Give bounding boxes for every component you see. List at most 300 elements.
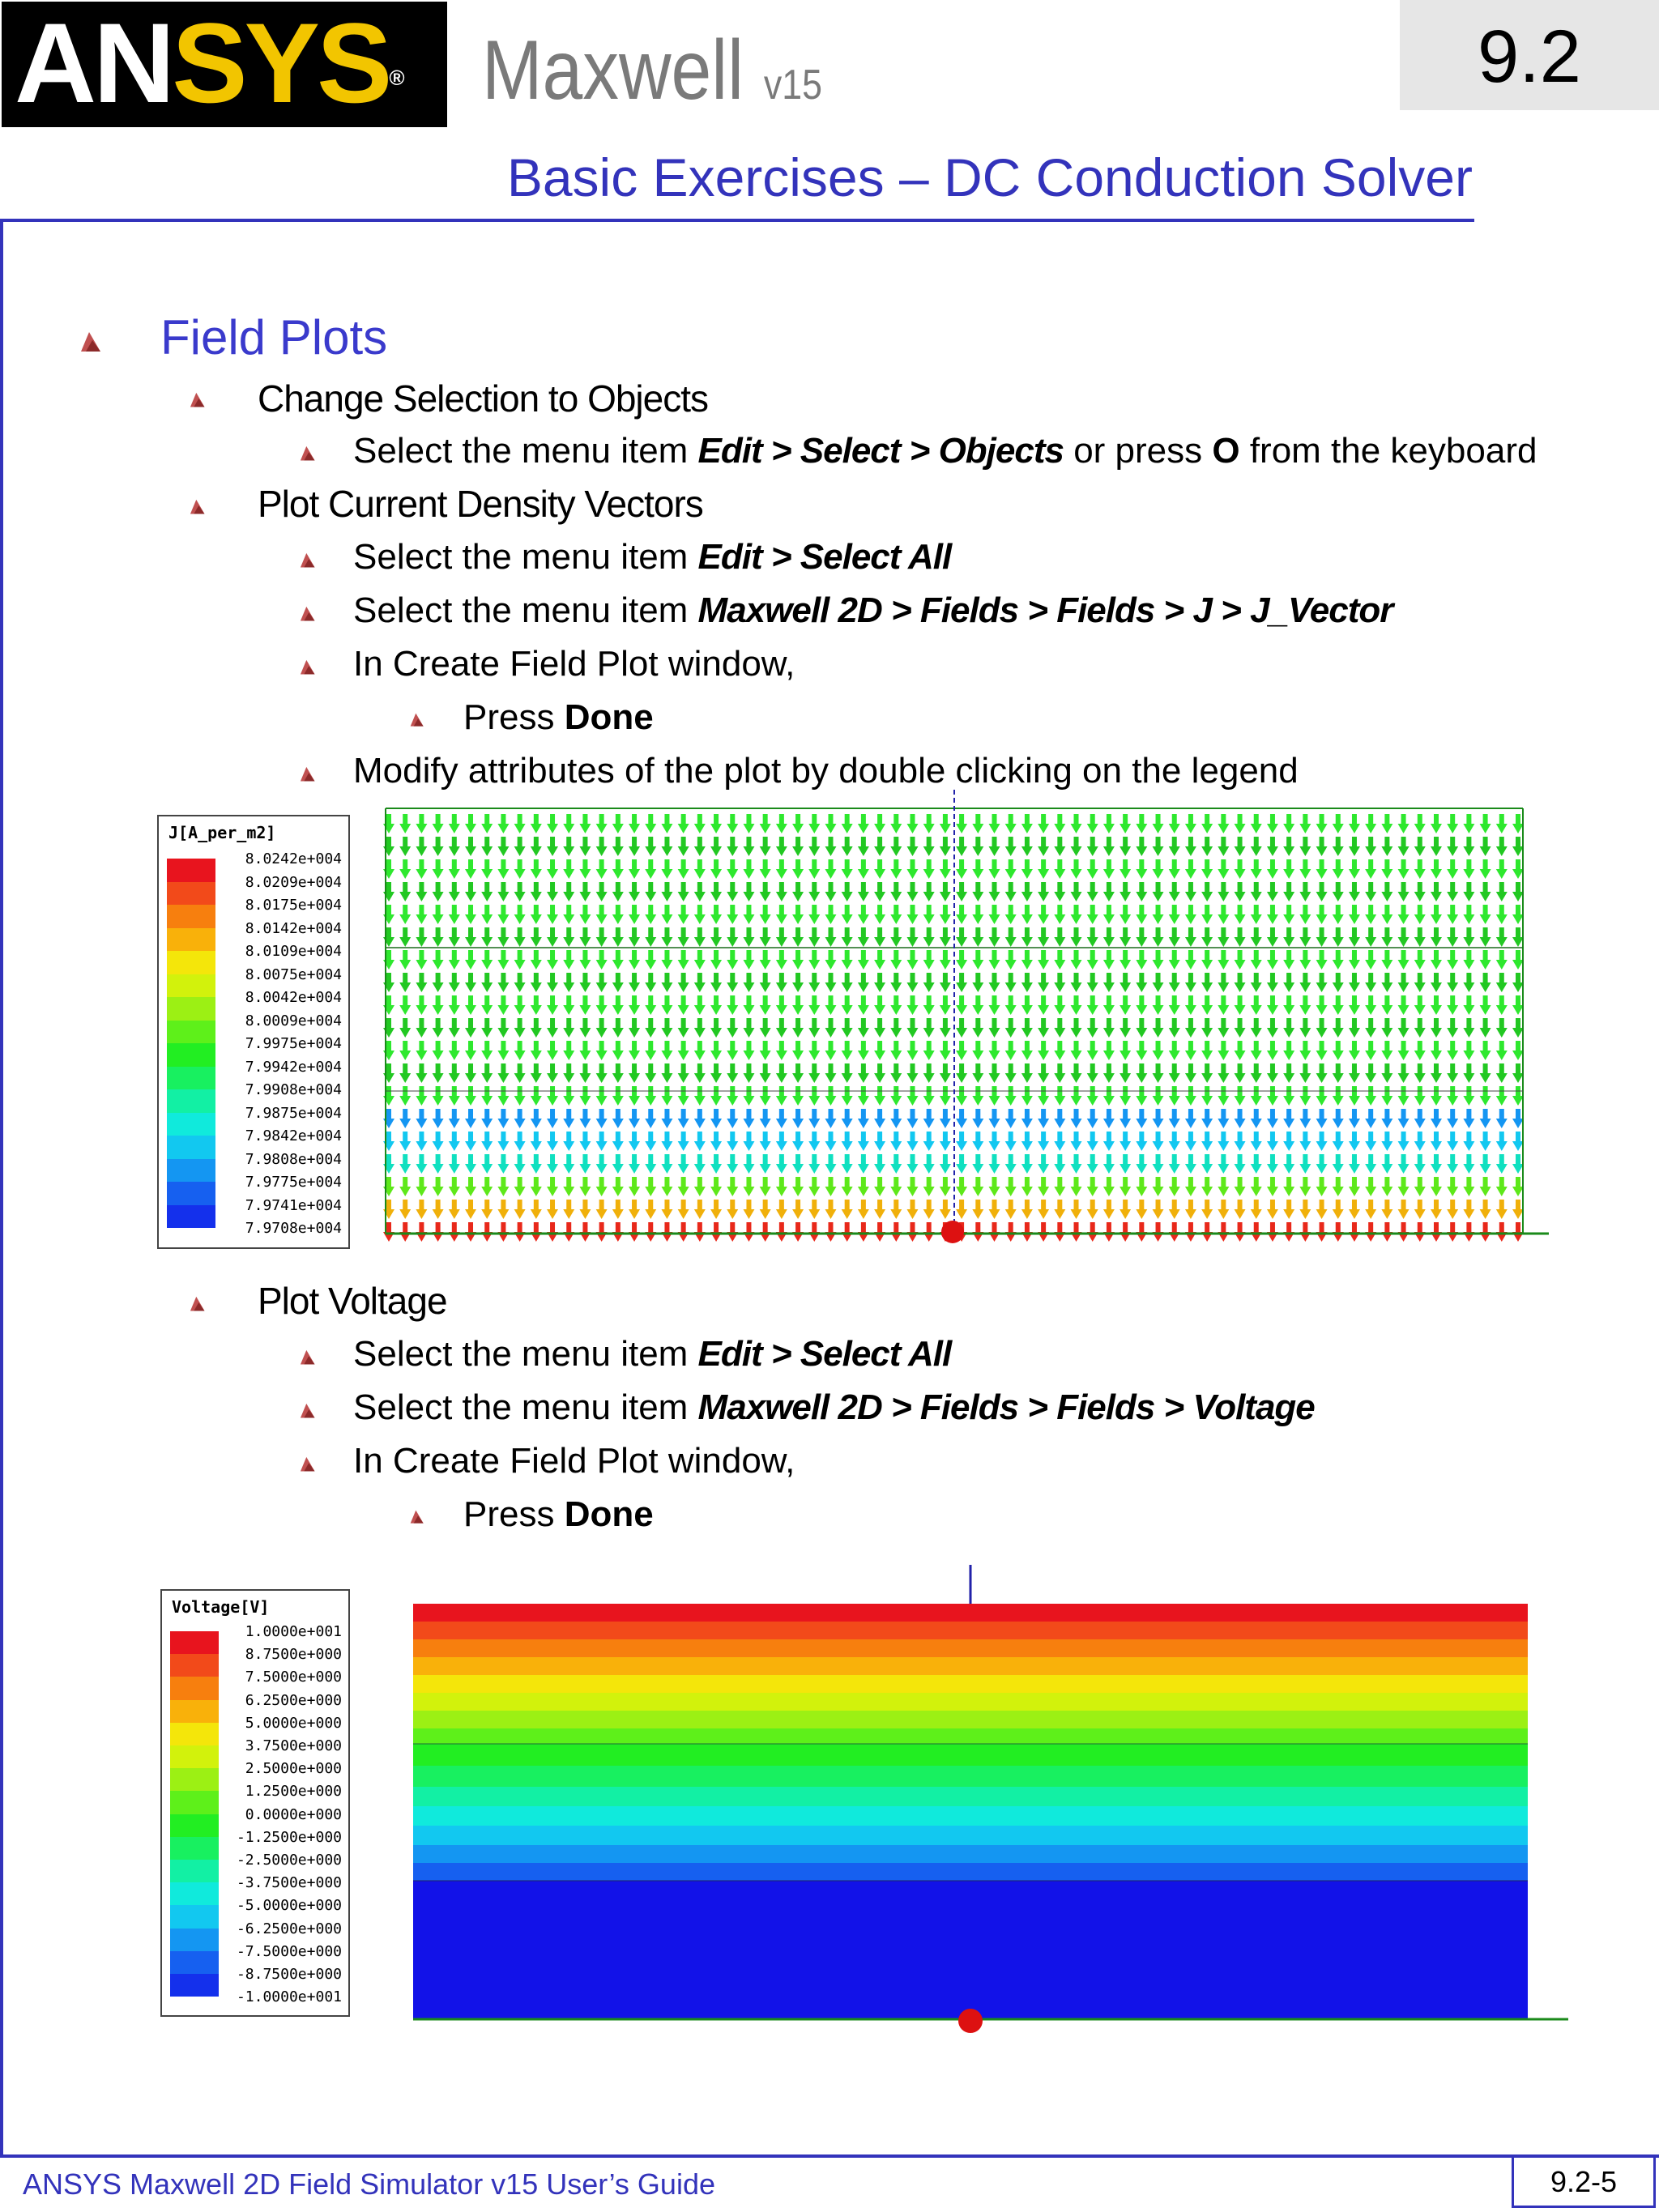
j-arrow [1267, 950, 1278, 970]
j-arrow [1103, 1154, 1115, 1174]
j-arrow [1431, 1063, 1442, 1083]
j-arrow [1349, 882, 1360, 901]
j-arrow [825, 882, 836, 901]
j-arrow [1512, 927, 1524, 947]
j-arrow [989, 905, 1000, 924]
j-arrow [563, 1222, 574, 1242]
j-arrow [416, 882, 427, 901]
j-arrow [547, 1132, 558, 1151]
j-arrow [629, 882, 640, 901]
j-arrow [1071, 1109, 1082, 1128]
j-arrow [1480, 1222, 1491, 1242]
j-arrow [1267, 905, 1278, 924]
j-arrow [1431, 950, 1442, 970]
j-arrow [1218, 1109, 1229, 1128]
j-arrow [1185, 837, 1196, 856]
j-arrow [514, 1041, 526, 1060]
j-arrow [1349, 950, 1360, 970]
j-arrow [481, 1200, 493, 1219]
j-arrow [1235, 1177, 1246, 1196]
j-arrow [1365, 837, 1376, 856]
j-arrow [858, 814, 869, 833]
bullet-icon [298, 658, 316, 676]
j-arrow [1235, 950, 1246, 970]
j-arrow [1021, 837, 1033, 856]
j-arrow [1235, 1132, 1246, 1151]
j-arrow [661, 1200, 672, 1219]
product-name: Maxwell v15 [482, 23, 823, 117]
j-arrow [808, 1154, 820, 1174]
j-arrow [792, 1177, 804, 1196]
j-arrow [1103, 1018, 1115, 1038]
j-arrow [1480, 814, 1491, 833]
j-arrow [1447, 1177, 1458, 1196]
j-arrow [1005, 1018, 1017, 1038]
j-arrow [497, 1109, 509, 1128]
j-arrow [612, 995, 624, 1015]
j-arrow [1447, 1041, 1458, 1060]
j-arrow [629, 1018, 640, 1038]
j-arrow [1251, 859, 1262, 879]
bullet-icon [188, 390, 206, 408]
bullet-icon [298, 1401, 316, 1419]
j-arrow [1169, 1063, 1180, 1083]
j-arrow [1349, 927, 1360, 947]
j-arrow [842, 950, 853, 970]
j-arrow [1447, 882, 1458, 901]
j-arrow [874, 973, 885, 992]
j-arrow [449, 837, 460, 856]
j-arrow [1316, 1154, 1328, 1174]
j-arrow [596, 859, 608, 879]
j-arrow [727, 1086, 738, 1106]
j-arrow [1381, 1177, 1392, 1196]
j-arrow [1381, 1041, 1392, 1060]
j-arrow [1333, 1086, 1344, 1106]
j-arrow [1136, 1109, 1147, 1128]
j-arrow [661, 1154, 672, 1174]
j-arrow [760, 1154, 771, 1174]
j-arrow [1414, 1222, 1426, 1242]
bullet-icon [298, 1348, 316, 1366]
j-arrow [1398, 814, 1410, 833]
j-arrow [923, 973, 935, 992]
j-arrow [858, 995, 869, 1015]
j-arrow [1235, 1154, 1246, 1174]
legend-swatch [170, 1860, 219, 1882]
j-arrow [497, 927, 509, 947]
j-arrow [1054, 882, 1065, 901]
j-arrow [1169, 1041, 1180, 1060]
j-arrow [1120, 814, 1131, 833]
j-arrow [1005, 1132, 1017, 1151]
legend-swatch [167, 1136, 215, 1159]
j-arrow [727, 1222, 738, 1242]
j-arrow [858, 927, 869, 947]
j-arrow [547, 837, 558, 856]
j-arrow [1333, 950, 1344, 970]
j-arrow [1316, 1086, 1328, 1106]
j-arrow [416, 1132, 427, 1151]
j-arrow [449, 1222, 460, 1242]
j-arrow [989, 1222, 1000, 1242]
j-arrow [792, 814, 804, 833]
j-arrow [416, 1109, 427, 1128]
j-arrow [940, 905, 951, 924]
j-arrow [1333, 1200, 1344, 1219]
j-arrow [874, 1177, 885, 1196]
j-arrow [465, 1018, 476, 1038]
j-arrow [416, 950, 427, 970]
j-arrow [923, 837, 935, 856]
j-arrow [874, 905, 885, 924]
j-vector-plot[interactable] [381, 790, 1555, 1259]
j-arrow [481, 1041, 493, 1060]
j-arrow [1398, 882, 1410, 901]
j-arrow [792, 1154, 804, 1174]
j-arrow [923, 1018, 935, 1038]
j-arrow [678, 995, 689, 1015]
j-arrow [1365, 1109, 1376, 1128]
j-arrow [1235, 882, 1246, 901]
j-arrow [956, 950, 967, 970]
j-arrow [416, 1018, 427, 1038]
j-arrow [1299, 1041, 1311, 1060]
j-arrow [433, 927, 444, 947]
j-arrow [694, 995, 706, 1015]
j-arrow [1071, 882, 1082, 901]
legend-value: -1.0000e+001 [236, 1988, 342, 2006]
j-arrow [1398, 1018, 1410, 1038]
j-arrow [678, 1132, 689, 1151]
voltage-bands [413, 1604, 1528, 2021]
j-arrow [465, 1222, 476, 1242]
j-arrow [1038, 1154, 1049, 1174]
j-arrow [1480, 1109, 1491, 1128]
j-arrow [906, 814, 918, 833]
j-arrow [1103, 837, 1115, 856]
j-arrow [890, 973, 902, 992]
j-arrow [1447, 927, 1458, 947]
j-arrow [989, 950, 1000, 970]
j-arrow [514, 837, 526, 856]
j-arrow [465, 905, 476, 924]
j-arrow [1283, 973, 1294, 992]
j-arrow [1381, 1132, 1392, 1151]
j-arrow [1267, 1177, 1278, 1196]
j-arrow [497, 1177, 509, 1196]
legend-value: 7.9975e+004 [245, 1035, 342, 1052]
j-arrow [1316, 837, 1328, 856]
j-arrow [465, 859, 476, 879]
j-arrow [972, 950, 983, 970]
j-arrow [1153, 1063, 1164, 1083]
j-arrow [760, 1063, 771, 1083]
j-arrow [1365, 814, 1376, 833]
legend-swatch [170, 1700, 219, 1723]
j-arrow [1120, 905, 1131, 924]
j-arrow [808, 837, 820, 856]
j-arrow [416, 905, 427, 924]
legend-swatch [167, 974, 215, 998]
legend-j[interactable] [157, 815, 350, 1249]
j-arrow [1005, 950, 1017, 970]
j-arrow [792, 1063, 804, 1083]
j-arrow [1381, 905, 1392, 924]
j-arrow [1512, 1041, 1524, 1060]
j-arrow [596, 1200, 608, 1219]
j-arrow [1071, 859, 1082, 879]
j-arrow [1054, 950, 1065, 970]
j-arrow [1267, 1109, 1278, 1128]
j-arrow [531, 927, 542, 947]
j-arrow [858, 1222, 869, 1242]
j-arrow [547, 882, 558, 901]
j-arrow [497, 1018, 509, 1038]
j-arrow [1381, 1086, 1392, 1106]
legend-swatch [170, 1905, 219, 1928]
voltage-plot[interactable] [412, 1563, 1578, 2041]
j-arrow [1169, 905, 1180, 924]
j-arrow [1414, 814, 1426, 833]
j-arrow [874, 995, 885, 1015]
j-arrow [1218, 1041, 1229, 1060]
voltage-band [413, 1604, 1528, 1622]
j-arrow [940, 1063, 951, 1083]
voltage-band [413, 1657, 1528, 1676]
j-arrow [612, 814, 624, 833]
j-arrow [1333, 1177, 1344, 1196]
j-arrow [1251, 905, 1262, 924]
j-arrow [792, 927, 804, 947]
j-arrow [1463, 950, 1474, 970]
j-arrow [1299, 1132, 1311, 1151]
j-arrow [1120, 927, 1131, 947]
j-arrow [433, 814, 444, 833]
j-arrow [1201, 995, 1213, 1015]
j-arrow [678, 1200, 689, 1219]
j-arrow [923, 1063, 935, 1083]
page-number: 9.2-5 [1550, 2165, 1618, 2198]
j-arrow [596, 814, 608, 833]
j-arrow [923, 1086, 935, 1106]
j-arrow [1235, 1200, 1246, 1219]
j-arrow [956, 1177, 967, 1196]
j-arrow [956, 927, 967, 947]
j-arrow [1299, 859, 1311, 879]
j-arrow [449, 927, 460, 947]
j-arrow [1038, 973, 1049, 992]
j-arrow [923, 814, 935, 833]
j-arrow [1463, 1086, 1474, 1106]
j-arrow [612, 859, 624, 879]
j-arrow [1153, 1109, 1164, 1128]
j-arrow [858, 1018, 869, 1038]
j-arrow [433, 1132, 444, 1151]
j-arrow [1005, 1177, 1017, 1196]
j-arrow [1431, 859, 1442, 879]
j-arrow [727, 1041, 738, 1060]
done-label: Done [564, 697, 654, 737]
j-arrow [694, 905, 706, 924]
legend-swatch [167, 859, 215, 882]
j-arrow [514, 814, 526, 833]
j-arrow [1251, 1177, 1262, 1196]
j-arrow [1463, 995, 1474, 1015]
j-arrow [842, 1132, 853, 1151]
j-arrow [433, 859, 444, 879]
j-arrow [1054, 1132, 1065, 1151]
j-arrow [1071, 995, 1082, 1015]
j-arrow [1005, 882, 1017, 901]
j-arrow [1496, 973, 1508, 992]
j-arrow [842, 1041, 853, 1060]
j-arrow [906, 1222, 918, 1242]
j-arrow [1316, 1132, 1328, 1151]
j-arrow [399, 1132, 411, 1151]
j-arrow [1235, 927, 1246, 947]
j-arrow [1398, 1200, 1410, 1219]
j-arrow [1496, 905, 1508, 924]
j-arrow [1185, 859, 1196, 879]
legend-swatch [170, 1837, 219, 1860]
j-arrow [874, 859, 885, 879]
voltage-band [413, 1744, 1528, 1767]
j-arrow [449, 995, 460, 1015]
j-arrow [989, 1086, 1000, 1106]
j-arrow [1153, 927, 1164, 947]
j-arrow [906, 950, 918, 970]
j-arrow [1218, 973, 1229, 992]
origin-marker [958, 2009, 983, 2033]
j-arrow [1021, 1200, 1033, 1219]
j-arrow [612, 973, 624, 992]
j-arrow [1512, 882, 1524, 901]
legend-swatch [167, 1067, 215, 1090]
j-arrow [1038, 950, 1049, 970]
j-arrow [1087, 1154, 1098, 1174]
j-arrow [743, 1018, 754, 1038]
legend-swatch [170, 1677, 219, 1699]
j-arrow [858, 882, 869, 901]
j-arrow [710, 1200, 722, 1219]
j-arrow [710, 1086, 722, 1106]
j-arrow [1136, 814, 1147, 833]
j-arrow [1381, 1200, 1392, 1219]
j-arrow [1316, 1222, 1328, 1242]
j-arrow [1267, 1132, 1278, 1151]
j-arrow [1153, 882, 1164, 901]
j-arrow [858, 1086, 869, 1106]
j-arrow [1185, 1177, 1196, 1196]
j-arrow [596, 1063, 608, 1083]
j-arrow [1185, 927, 1196, 947]
j-arrow [1235, 1041, 1246, 1060]
j-arrow [1087, 950, 1098, 970]
j-arrow [1365, 1063, 1376, 1083]
j-arrow [514, 1018, 526, 1038]
j-arrow [956, 973, 967, 992]
j-arrow [1054, 837, 1065, 856]
j-arrow [858, 973, 869, 992]
legend-value: 3.7500e+000 [245, 1737, 342, 1754]
j-arrow [1153, 1132, 1164, 1151]
j-arrow [547, 973, 558, 992]
j-arrow [449, 973, 460, 992]
j-arrow [481, 905, 493, 924]
bullet-icon [298, 551, 316, 569]
legend-value: 8.0175e+004 [245, 897, 342, 914]
j-arrow [465, 837, 476, 856]
j-arrow [776, 1154, 787, 1174]
j-arrow [890, 837, 902, 856]
j-arrow [661, 1132, 672, 1151]
j-arrow [465, 927, 476, 947]
j-arrow [1136, 1177, 1147, 1196]
j-arrow [858, 1041, 869, 1060]
legend-swatch [167, 1043, 215, 1067]
j-arrow [399, 814, 411, 833]
j-arrow [399, 859, 411, 879]
j-arrow [497, 1132, 509, 1151]
j-arrow [1005, 927, 1017, 947]
j-arrow [923, 1109, 935, 1128]
j-arrow [1136, 1018, 1147, 1038]
j-arrow [956, 814, 967, 833]
j-arrow [1201, 973, 1213, 992]
j-arrow [1299, 995, 1311, 1015]
j-arrow [906, 905, 918, 924]
j-arrow [416, 1086, 427, 1106]
j-arrow [433, 973, 444, 992]
j-arrow [1316, 859, 1328, 879]
j-arrow [1071, 1063, 1082, 1083]
j-arrow [1447, 1200, 1458, 1219]
j-arrow [710, 1063, 722, 1083]
step-select-objects: Select the menu item Edit > Select > Objects or press O from the keyboard [353, 431, 1537, 471]
step-j-vector: Select the menu item Maxwell 2D > Fields > Fields > J > J_Vector [353, 590, 1393, 630]
j-arrow [399, 905, 411, 924]
legend-voltage[interactable] [160, 1589, 350, 2017]
j-arrow [1103, 1222, 1115, 1242]
j-arrow [661, 995, 672, 1015]
j-arrow [923, 882, 935, 901]
j-arrow [1349, 1154, 1360, 1174]
j-arrow [1136, 950, 1147, 970]
legend-value: 8.0109e+004 [245, 943, 342, 960]
ansys-logo-text: ANSYS® [15, 0, 405, 126]
j-arrow [465, 814, 476, 833]
j-arrow [1267, 1200, 1278, 1219]
j-arrow [1283, 1018, 1294, 1038]
j-arrow [792, 1222, 804, 1242]
j-arrow [1496, 1154, 1508, 1174]
j-arrow [989, 859, 1000, 879]
j-arrow [842, 1200, 853, 1219]
j-arrow [1153, 1154, 1164, 1174]
bullet-icon [298, 444, 316, 462]
j-arrow [449, 1109, 460, 1128]
j-arrow [497, 1086, 509, 1106]
bullet-icon [188, 1294, 206, 1312]
j-arrow [1414, 927, 1426, 947]
j-arrow [645, 1086, 656, 1106]
j-arrow [531, 995, 542, 1015]
j-arrow [1005, 995, 1017, 1015]
j-arrow [858, 1109, 869, 1128]
legend-swatch [167, 1021, 215, 1044]
j-arrow [1496, 837, 1508, 856]
